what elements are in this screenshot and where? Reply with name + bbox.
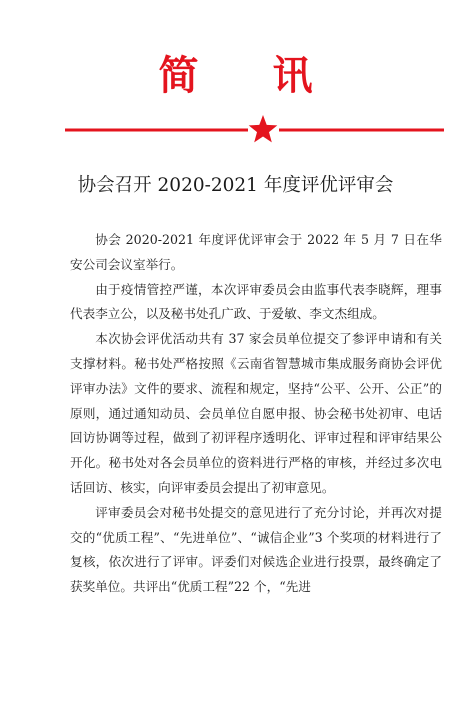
masthead-title: 简 讯 <box>158 53 343 99</box>
article-headline: 协会召开 2020-2021 年度评优评审会 <box>77 175 394 196</box>
article-body <box>70 228 442 600</box>
paragraph-process: 本次协会评优活动共有 37 家会员单位提交了参评申请和有关支撑材料。秘书处严格按照《云南省智慧城市集成服务商协会评优评审办法》文件的要求、流程和规定，坚持“公平、公开、公正”的原则，通过通知动员、会员单位自愿申报、协会秘书处初审、电话回访协调等过程，做到了初评程序透明化、评审过程和评审结果公开化。秘书处对各会员单位的资料进行严格的审核，并经过多次电话回访、核实，向评审委员会提出了初审意见。 <box>70 331 442 495</box>
star-icon <box>249 115 278 142</box>
paragraph-committee: 由于疫情管控严谨，本次评审委员会由监事代表李晓辉，理事代表李立公，以及秘书处孔广政、于爱敏、李文杰组成。 <box>70 281 442 322</box>
paragraph-meeting-info: 协会 2020-2021 年度评优评审会于 2022 年 5 月 7 日在华安公司会议室举行。 <box>70 232 442 272</box>
red-star-divider <box>0 112 471 148</box>
paragraph-review: 评审委员会对秘书处提交的意见进行了充分讨论，并再次对提交的“优质工程”、“先进单位”、“诚信企业”3 个奖项的材料进行了复核，依次进行了评审。评委们对候选企业进行投票，最终确定了获奖单位。共评出“优质工程”22 个，“先进 <box>70 504 442 595</box>
